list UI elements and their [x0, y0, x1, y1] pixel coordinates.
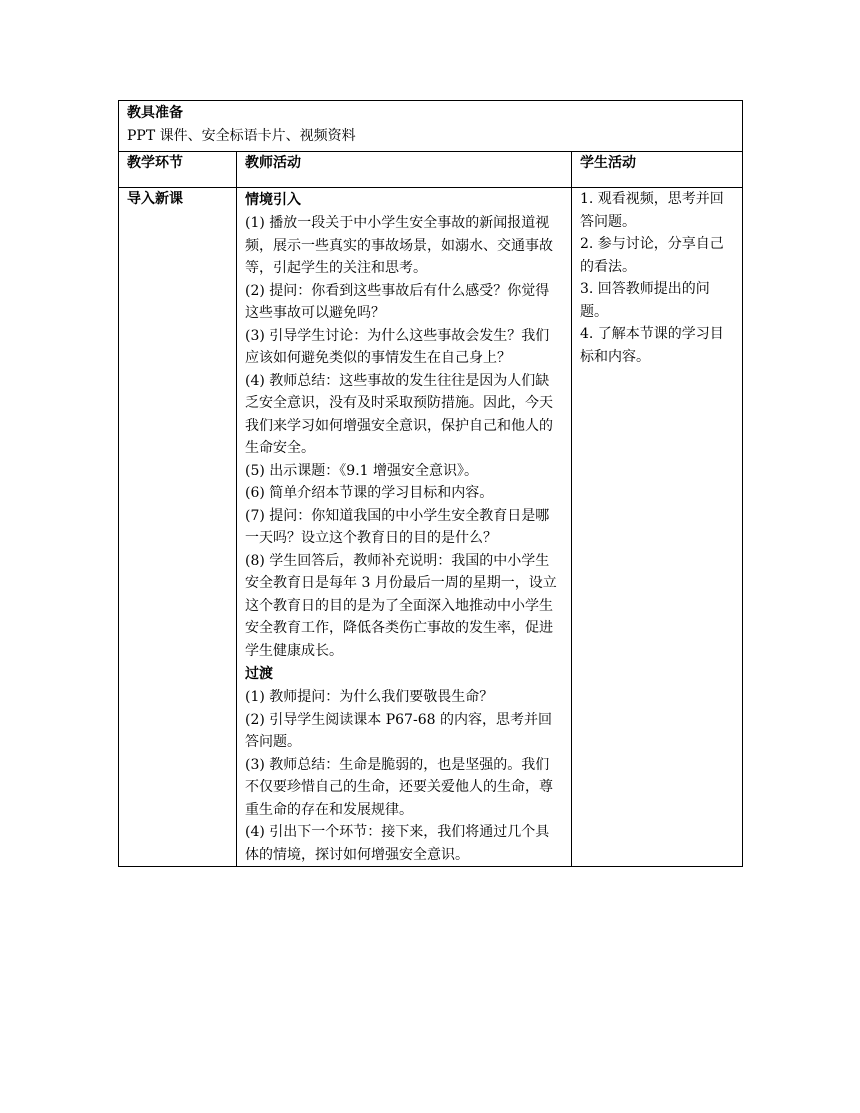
teacher-activity-cell [237, 188, 572, 867]
teacher-item: (1) 播放一段关于中小学生安全事故的新闻报道视频，展示一些真实的事故场景，如溺水、交通事故等，引起学生的关注和思考。 [245, 215, 553, 276]
teacher-item: (5) 出示课题：《9.1 增强安全意识》。 [245, 462, 478, 479]
stage-label: 导入新课 [127, 191, 183, 207]
teacher-item: (4) 教师总结：这些事故的发生往往是因为人们缺乏安全意识，没有及时采取预防措施。因此，今天我们来学习如何增强安全意识，保护自己和他人的生命安全。 [245, 372, 553, 456]
teacher-item: (8) 学生回答后，教师补充说明：我国的中小学生安全教育日是每年 3 月份最后一周的星期一，设立这个教育日的目的是为了全面深入地推动中小学生安全教育工作，降低各类伤亡事故的发生率，促进学生健康成长。 [245, 552, 557, 659]
prep-content: PPT 课件、安全标语卡片、视频资料 [127, 127, 356, 144]
student-activity-cell [572, 188, 743, 867]
header-stage-label: 教学环节 [127, 155, 183, 171]
prep-title: 教具准备 [127, 105, 183, 121]
section-title: 情境引入 [245, 192, 301, 208]
teacher-item: (3) 教师总结：生命是脆弱的，也是坚强的。我们不仅要珍惜自己的生命，还要关爱他人的生命，尊重生命的存在和发展规律。 [245, 756, 553, 818]
header-row [119, 152, 743, 188]
teacher-item: (2) 引导学生阅读课本 P67-68 的内容，思考并回答问题。 [245, 711, 552, 750]
teacher-item: (3) 引导学生讨论：为什么这些事故会发生？我们应该如何避免类似的事情发生在自己身上？ [245, 327, 550, 366]
teacher-item: (1) 教师提问：为什么我们要敬畏生命？ [245, 689, 494, 705]
teacher-item: (7) 提问：你知道我国的中小学生安全教育日是哪一天吗？设立这个教育日的目的是什么？ [245, 507, 550, 546]
lesson-row [119, 188, 743, 867]
lesson-plan-table [118, 100, 743, 867]
student-item: 2. 参与讨论，分享自己的看法。 [580, 236, 724, 275]
student-item: 3. 回答教师提出的问题。 [580, 281, 710, 320]
teacher-item: (4) 引出下一个环节：接下来，我们将通过几个具体的情境，探讨如何增强安全意识。 [245, 824, 550, 863]
prep-cell [119, 101, 743, 152]
header-student [572, 152, 743, 188]
header-stage [119, 152, 237, 188]
student-item: 4. 了解本节课的学习目标和内容。 [580, 326, 724, 365]
student-item: 1. 观看视频，思考并回答问题。 [580, 191, 724, 230]
header-student-label: 学生活动 [580, 155, 636, 171]
teacher-item: (2) 提问：你看到这些事故后有什么感受？你觉得这些事故可以避免吗？ [245, 282, 550, 321]
header-teacher-label: 教师活动 [245, 155, 301, 171]
section-title: 过渡 [245, 666, 273, 682]
teacher-item: (6) 简单介绍本节课的学习目标和内容。 [245, 485, 494, 501]
prep-row [119, 101, 743, 152]
header-teacher [237, 152, 572, 188]
stage-cell [119, 188, 237, 867]
